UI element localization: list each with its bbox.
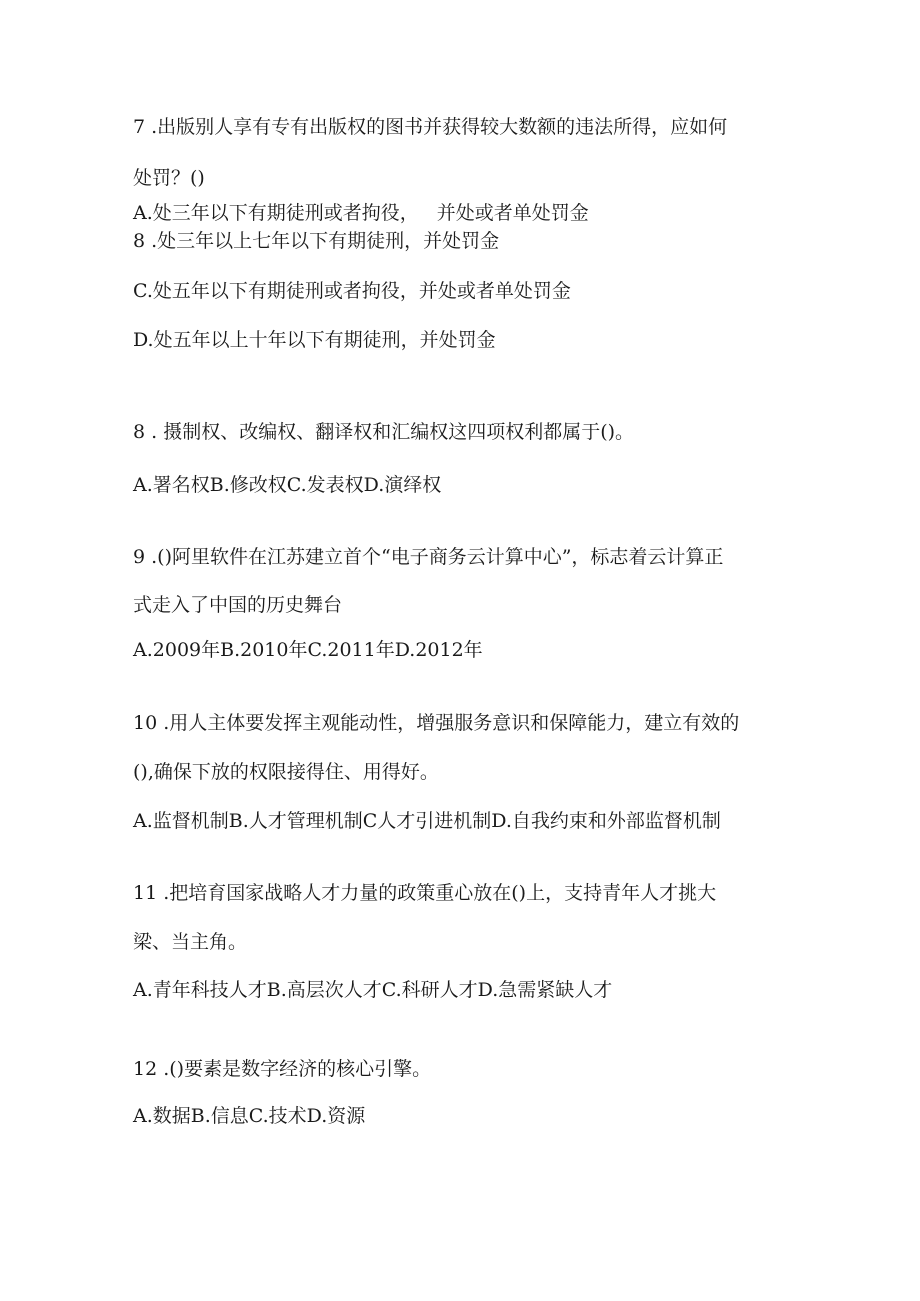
question-10-text-line-2: (),确保下放的权限接得住、用得好。 bbox=[133, 761, 439, 783]
question-12-text: 12 .()要素是数字经济的核心引擎。 bbox=[133, 1058, 432, 1080]
question-11-text-line-2: 梁、当主角。 bbox=[133, 931, 248, 953]
question-7-option-a bbox=[133, 201, 589, 225]
question-7-text-line-2: 处罚？() bbox=[133, 167, 205, 189]
question-11-options: A.青年科技人才B.高层次人才C.科研人才D.急需紧缺人才 bbox=[133, 979, 613, 1001]
question-10-text-line-1: 10 .用人主体要发挥主观能动性，增强服务意识和保障能力，建立有效的 bbox=[133, 712, 740, 734]
question-7-option-b: 8 .处三年以上七年以下有期徒刑，并处罚金 bbox=[133, 230, 500, 252]
option-a-part-1: A.处三年以下有期徒刑或者拘役， bbox=[133, 202, 419, 224]
question-12-options: A.数据B.信息C.技术D.资源 bbox=[133, 1105, 366, 1127]
question-8-text: 8 . 摄制权、改编权、翻译权和汇编权这四项权利都属于()。 bbox=[133, 421, 635, 443]
question-7-option-c: C.处五年以下有期徒刑或者拘役，并处或者单处罚金 bbox=[133, 280, 571, 302]
question-7-option-d: D.处五年以上十年以下有期徒刑，并处罚金 bbox=[133, 329, 496, 351]
option-a-part-2: 并处或者单处罚金 bbox=[436, 202, 589, 224]
question-9-text-line-2: 式走入了中国的历史舞台 bbox=[133, 594, 343, 616]
question-10-options: A.监督机制B.人才管理机制C人才引进机制D.自我约束和外部监督机制 bbox=[133, 810, 721, 832]
question-7-text-line-1: 7 .出版别人享有专有出版权的图书并获得较大数额的违法所得，应如何 bbox=[133, 116, 728, 138]
question-9-options: A.2009年B.2010年C.2011年D.2012年 bbox=[133, 639, 483, 661]
question-9-text-line-1: 9 .()阿里软件在江苏建立首个“电子商务云计算中心”，标志着云计算正 bbox=[133, 546, 724, 568]
question-8-options: A.署名权B.修改权C.发表权D.演绎权 bbox=[133, 474, 442, 496]
question-11-text-line-1: 11 .把培育国家战略人才力量的政策重心放在()上，支持青年人才挑大 bbox=[133, 882, 717, 904]
